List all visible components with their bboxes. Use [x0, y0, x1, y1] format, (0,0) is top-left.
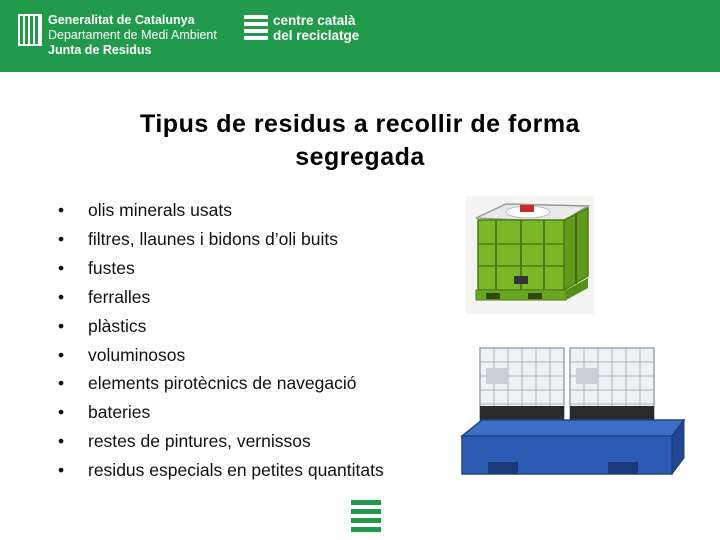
list-item: • plàstics — [58, 312, 384, 341]
slide-title-line2: segregada — [295, 143, 425, 171]
generalitat-line2: Departament de Medi Ambient — [48, 28, 217, 42]
generalitat-line3: Junta de Residus — [48, 43, 152, 57]
header-bar — [0, 0, 720, 72]
list-item: • fustes — [58, 254, 384, 283]
slide-title-line1: Tipus de residus a recollir de forma — [140, 110, 580, 138]
ccr-line2: del reciclatge — [273, 28, 360, 43]
ccr-name — [273, 13, 359, 43]
list-item: • restes de pintures, vernissos — [58, 427, 384, 456]
generalitat-line1: Generalitat de Catalunya — [48, 13, 195, 27]
list-item: • voluminosos — [58, 341, 384, 370]
list-item: • olis minerals usats — [58, 196, 384, 225]
generalitat-logo-icon — [18, 14, 42, 46]
ccr-logo-icon — [351, 500, 381, 534]
generalitat-name — [48, 13, 217, 58]
waste-type-list — [58, 196, 384, 485]
list-item: • bateries — [58, 398, 384, 427]
list-item: • ferralles — [58, 283, 384, 312]
green-ibc-container-image — [466, 196, 594, 314]
list-item: • residus especials en petites quantitats — [58, 456, 384, 485]
list-item: • elements pirotècnics de navegació — [58, 369, 384, 398]
slide-title — [60, 108, 660, 174]
ccr-logo-icon — [244, 15, 268, 41]
list-item: • filtres, llaunes i bidons d’oli buits — [58, 225, 384, 254]
ibc-tanks-spill-tray-image — [458, 340, 686, 482]
ccr-line1: centre català — [273, 13, 356, 28]
